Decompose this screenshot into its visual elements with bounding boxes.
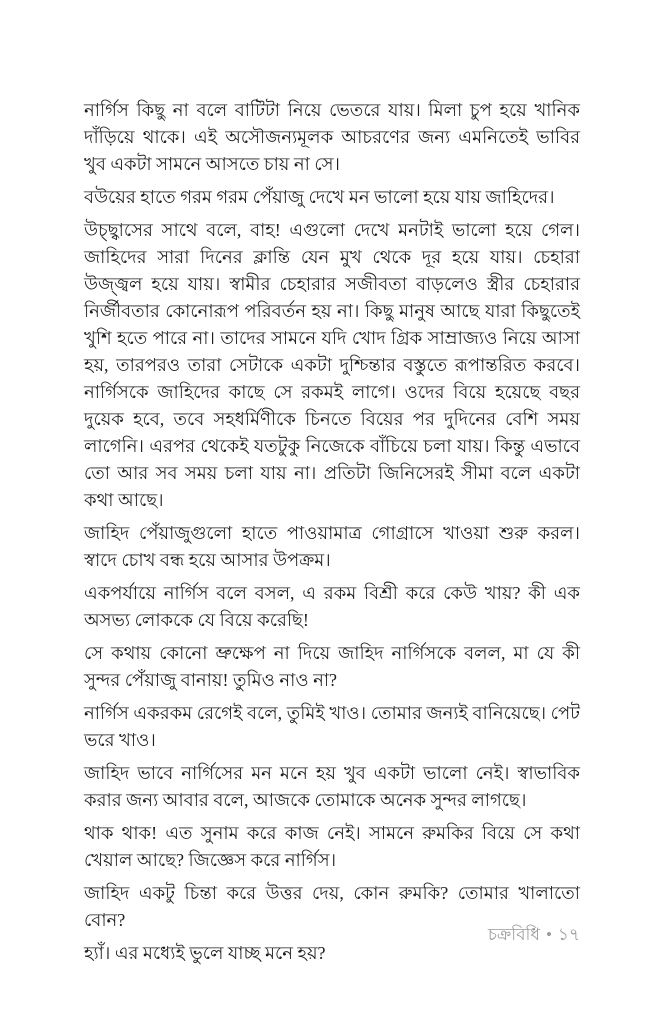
paragraph: নার্গিস কিছু না বলে বাটিটা নিয়ে ভেতরে যায়। মিলা চুপ হয়ে খানিক দাঁড়িয়ে থাকে। এই অসৌজন্যমূলক আচরণের জন্য এমনিতেই ভাবির খুব একটা সামনে আসতে চায় না সে। bbox=[84, 100, 580, 174]
paragraph: বউয়ের হাতে গরম গরম পেঁয়াজু দেখে মন ভালো হয়ে যায় জাহিদের। bbox=[84, 187, 555, 207]
paragraph: হ্যাঁ। এর মধ্যেই ভুলে যাচ্ছ মনে হয়? bbox=[84, 943, 326, 963]
footer-bullet: • bbox=[545, 925, 552, 944]
paragraph: জাহিদ ভাবে নার্গিসের মন মনে হয় খুব একটা ভালো নেই। স্বাভাবিক করার জন্য আবার বলে, আজকে তোমাকে অনেক সুন্দর লাগছে। bbox=[84, 763, 580, 810]
book-title: চক্রবিধি bbox=[487, 925, 540, 944]
body-text bbox=[84, 97, 580, 973]
paragraph: সে কথায় কোনো ভ্রুক্ষেপ না দিয়ে জাহিদ নার্গিসকে বলল, মা যে কী সুন্দর পেঁয়াজু বানায়! তুমিও নাও না? bbox=[84, 643, 580, 690]
paragraph: একপর্যায়ে নার্গিস বলে বসল, এ রকম বিশ্রী করে কেউ খায়? কী এক অসভ্য লোককে যে বিয়ে করেছি! bbox=[84, 583, 580, 630]
page-number: ১৭ bbox=[557, 925, 580, 944]
paragraph: উচ্ছ্বাসের সাথে বলে, বাহ! এগুলো দেখে মনটাই ভালো হয়ে গেল। জাহিদের সারা দিনের ক্লান্তি যেন মুখ থেকে দূর হয়ে যায়। চেহারা উজ্জ্বল হয়ে যায়। স্বামীর চেহারার সজীবতা বাড়লেও স্ত্রীর চেহারার নির্জীবতার কোনোরূপ পরিবর্তন হয় না। কিছু মানুষ আছে যারা কিছুতেই খুশি হতে পারে না। তাদের সামনে যদি খোদ গ্রিক সাম্রাজ্যও নিয়ে আসা হয়, তারপরও তারা সেটাকে একটা দুশ্চিন্তার বস্তুতে রূপান্তরিত করবে। নার্গিসকে জাহিদের কাছে সে রকমই লাগে। ওদের বিয়ে হয়েছে বছর দুয়েক হবে, তবে সহধর্মিণীকে চিনতে বিয়ের পর দুদিনের বেশি সময় লাগেনি। এরপর থেকেই যতটুকু নিজেকে বাঁচিয়ে চলা যায়। কিন্তু এভাবে তো আর সব সময় চলা যায় না। প্রতিটা জিনিসেরই সীমা বলে একটা কথা আছে। bbox=[84, 220, 580, 510]
paragraph: থাক থাক! এত সুনাম করে কাজ নেই। সামনে রুমকির বিয়ে সে কথা খেয়াল আছে? জিজ্ঞেস করে নার্গিস। bbox=[84, 823, 580, 870]
paragraph: জাহিদ একটু চিন্তা করে উত্তর দেয়, কোন রুমকি? তোমার খালাতো বোন? bbox=[84, 883, 580, 930]
paragraph: নার্গিস একরকম রেগেই বলে, তুমিই খাও। তোমার জন্যই বানিয়েছে। পেট ভরে খাও। bbox=[84, 703, 580, 750]
paragraph: জাহিদ পেঁয়াজুগুলো হাতে পাওয়ামাত্র গোগ্রাসে খাওয়া শুরু করল। স্বাদে চোখ বন্ধ হয়ে আসার উপক্রম। bbox=[84, 523, 580, 570]
page-footer bbox=[488, 924, 580, 946]
